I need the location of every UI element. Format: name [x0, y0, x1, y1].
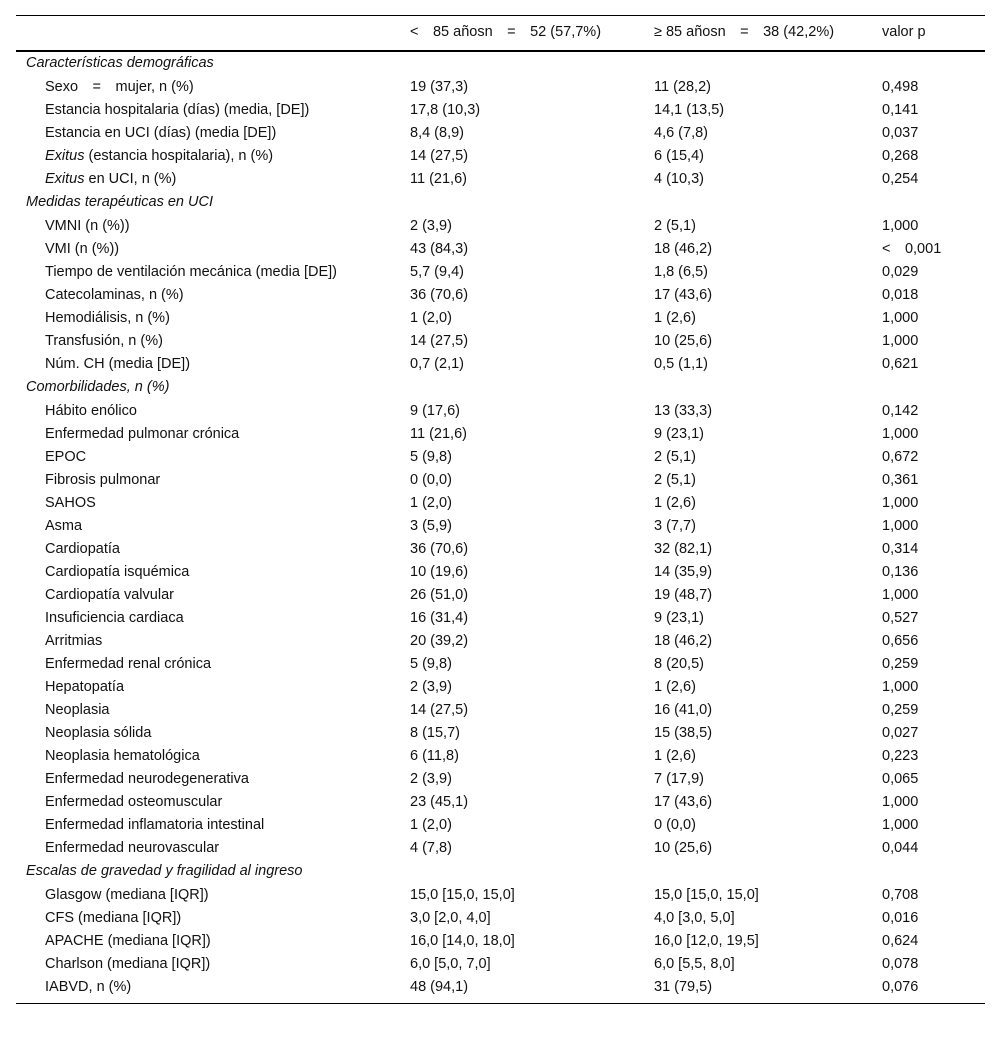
- p-value: 1,000: [882, 426, 919, 442]
- row-label: [16, 699, 400, 722]
- row-label: [16, 745, 400, 768]
- row-label: [16, 330, 400, 353]
- value-85-plus: 1 (2,6): [654, 679, 696, 695]
- value-under-85: 36 (70,6): [410, 287, 469, 303]
- value-under-85: 16 (31,4): [410, 610, 469, 626]
- table-row: [16, 284, 985, 307]
- header-under-85: < 85 añosn = 52 (57,7%): [410, 24, 602, 40]
- p-value: 0,314: [882, 541, 919, 557]
- value-85-plus: 1 (2,6): [654, 310, 696, 326]
- p-value: 0,044: [882, 840, 919, 856]
- value-under-85: 1 (2,0): [410, 310, 452, 326]
- row-label-text: Enfermedad pulmonar crónica: [45, 426, 240, 442]
- row-label-text: Estancia en UCI (días) (media [DE]): [45, 125, 277, 141]
- header-variable: [16, 16, 400, 52]
- p-value: 0,078: [882, 956, 919, 972]
- section-row: [16, 376, 985, 400]
- row-label-text: IABVD, n (%): [45, 979, 132, 995]
- value-85-plus: 14 (35,9): [654, 564, 713, 580]
- row-label: [16, 145, 400, 168]
- value-85-plus: 32 (82,1): [654, 541, 713, 557]
- value-85-plus: 17 (43,6): [654, 794, 713, 810]
- row-label-text: Enfermedad renal crónica: [45, 656, 212, 672]
- value-under-85: 5 (9,8): [410, 449, 452, 465]
- row-label-text: Hábito enólico: [45, 403, 137, 419]
- row-label: [16, 768, 400, 791]
- section-title: Características demográficas: [26, 55, 214, 71]
- p-value: 0,672: [882, 449, 919, 465]
- row-label: [16, 423, 400, 446]
- row-label: [16, 630, 400, 653]
- table-row: [16, 238, 985, 261]
- p-value: 0,254: [882, 171, 919, 187]
- value-85-plus: 1 (2,6): [654, 495, 696, 511]
- row-label: [16, 168, 400, 191]
- value-under-85: 5,7 (9,4): [410, 264, 464, 280]
- row-label: [16, 791, 400, 814]
- row-label: [16, 307, 400, 330]
- p-value: 0,141: [882, 102, 919, 118]
- row-label: [16, 976, 400, 1004]
- value-85-plus: 4,6 (7,8): [654, 125, 708, 141]
- row-label-text: Enfermedad inflamatoria intestinal: [45, 817, 265, 833]
- table-row: [16, 76, 985, 99]
- table-row: [16, 907, 985, 930]
- p-value: 1,000: [882, 679, 919, 695]
- value-85-plus: 16 (41,0): [654, 702, 713, 718]
- row-label-text: APACHE (mediana [IQR]): [45, 933, 211, 949]
- value-85-plus: 3 (7,7): [654, 518, 696, 534]
- table-row: [16, 561, 985, 584]
- table-row: [16, 469, 985, 492]
- value-85-plus: 0 (0,0): [654, 817, 696, 833]
- table-row: [16, 814, 985, 837]
- value-under-85: 6,0 [5,0, 7,0]: [410, 956, 491, 972]
- table-row: [16, 515, 985, 538]
- table-row: [16, 400, 985, 423]
- row-label-text: VMI (n (%)): [45, 241, 120, 257]
- row-label-text: Arritmias: [45, 633, 103, 649]
- p-value: 0,268: [882, 148, 919, 164]
- p-value: 0,223: [882, 748, 919, 764]
- value-85-plus: 14,1 (13,5): [654, 102, 725, 118]
- section-title: Escalas de gravedad y fragilidad al ingreso: [26, 863, 303, 879]
- row-label-text: Catecolaminas, n (%): [45, 287, 184, 303]
- value-under-85: 14 (27,5): [410, 702, 469, 718]
- row-label-text: Neoplasia: [45, 702, 110, 718]
- value-under-85: 3 (5,9): [410, 518, 452, 534]
- p-value: 1,000: [882, 817, 919, 833]
- value-85-plus: 7 (17,9): [654, 771, 704, 787]
- row-label-text: Estancia hospitalaria (días) (media, [DE]): [45, 102, 310, 118]
- row-label: [16, 676, 400, 699]
- p-value: 0,621: [882, 356, 919, 372]
- p-value: < 0,001: [882, 241, 942, 257]
- value-under-85: 14 (27,5): [410, 333, 469, 349]
- row-label: [16, 561, 400, 584]
- p-value: 0,136: [882, 564, 919, 580]
- table-row: [16, 446, 985, 469]
- table-row: [16, 423, 985, 446]
- value-under-85: 17,8 (10,3): [410, 102, 481, 118]
- table-row: [16, 837, 985, 860]
- table-row: [16, 353, 985, 376]
- value-85-plus: 2 (5,1): [654, 449, 696, 465]
- row-label: [16, 400, 400, 423]
- table-row: [16, 122, 985, 145]
- row-label: [16, 99, 400, 122]
- row-label: [16, 261, 400, 284]
- header-p-value: valor p: [882, 24, 926, 40]
- value-under-85: 8,4 (8,9): [410, 125, 464, 141]
- section-title: Medidas terapéuticas en UCI: [26, 194, 213, 210]
- p-value: 0,027: [882, 725, 919, 741]
- row-label: [16, 884, 400, 907]
- row-label-text: Glasgow (mediana [IQR]): [45, 887, 209, 903]
- row-label-text: Cardiopatía isquémica: [45, 564, 190, 580]
- row-label: [16, 837, 400, 860]
- section-row: [16, 51, 985, 76]
- value-under-85: 11 (21,6): [410, 171, 467, 187]
- p-value: 0,656: [882, 633, 919, 649]
- value-under-85: 2 (3,9): [410, 679, 452, 695]
- table-row: [16, 145, 985, 168]
- value-under-85: 2 (3,9): [410, 218, 452, 234]
- p-value: 1,000: [882, 218, 919, 234]
- row-label-text: VMNI (n (%)): [45, 218, 130, 234]
- data-table-container: [16, 15, 985, 1004]
- row-label: [16, 584, 400, 607]
- row-label-text: SAHOS: [45, 495, 96, 511]
- row-label: [16, 538, 400, 561]
- row-label-text: Hemodiálisis, n (%): [45, 310, 170, 326]
- p-value: 1,000: [882, 310, 919, 326]
- table-row: [16, 330, 985, 353]
- row-label: [16, 814, 400, 837]
- value-under-85: 36 (70,6): [410, 541, 469, 557]
- table-row: [16, 768, 985, 791]
- row-label-text: Charlson (mediana [IQR]): [45, 956, 211, 972]
- row-label: [16, 930, 400, 953]
- value-under-85: 9 (17,6): [410, 403, 460, 419]
- table-header: [16, 16, 985, 52]
- value-under-85: 1 (2,0): [410, 495, 452, 511]
- row-label: [16, 492, 400, 515]
- row-label-text: Sexo = mujer, n (%): [45, 79, 194, 95]
- p-value: 0,016: [882, 910, 919, 926]
- section-row: [16, 860, 985, 884]
- row-label: [16, 607, 400, 630]
- value-under-85: 20 (39,2): [410, 633, 469, 649]
- table-row: [16, 884, 985, 907]
- p-value: 0,065: [882, 771, 919, 787]
- table-row: [16, 607, 985, 630]
- p-value: 0,498: [882, 79, 919, 95]
- row-label-text: Insuficiencia cardiaca: [45, 610, 184, 626]
- table-row: [16, 722, 985, 745]
- row-label-text: Transfusión, n (%): [45, 333, 163, 349]
- row-label: [16, 122, 400, 145]
- row-label-text: en UCI, n (%): [84, 171, 177, 187]
- table-row: [16, 99, 985, 122]
- row-label: [16, 907, 400, 930]
- table-row: [16, 168, 985, 191]
- value-85-plus: 1,8 (6,5): [654, 264, 708, 280]
- table-row: [16, 492, 985, 515]
- p-value: 0,142: [882, 403, 919, 419]
- value-85-plus: 19 (48,7): [654, 587, 713, 603]
- row-label: [16, 515, 400, 538]
- value-85-plus: 6,0 [5,5, 8,0]: [654, 956, 735, 972]
- row-label: [16, 238, 400, 261]
- row-label-italic: Exitus: [45, 148, 85, 164]
- p-value: 0,708: [882, 887, 919, 903]
- row-label-text: CFS (mediana [IQR]): [45, 910, 182, 926]
- row-label-text: Enfermedad neurovascular: [45, 840, 220, 856]
- value-85-plus: 9 (23,1): [654, 426, 704, 442]
- value-85-plus: 2 (5,1): [654, 218, 696, 234]
- p-value: 1,000: [882, 495, 919, 511]
- value-85-plus: 4,0 [3,0, 5,0]: [654, 910, 735, 926]
- value-85-plus: 8 (20,5): [654, 656, 704, 672]
- table-row: [16, 538, 985, 561]
- value-85-plus: 6 (15,4): [654, 148, 704, 164]
- value-under-85: 15,0 [15,0, 15,0]: [410, 887, 515, 903]
- table-row: [16, 630, 985, 653]
- header-row: [16, 16, 985, 52]
- value-under-85: 0 (0,0): [410, 472, 452, 488]
- row-label: [16, 953, 400, 976]
- value-85-plus: 9 (23,1): [654, 610, 704, 626]
- value-under-85: 43 (84,3): [410, 241, 469, 257]
- table-row: [16, 584, 985, 607]
- table-row: [16, 953, 985, 976]
- value-85-plus: 4 (10,3): [654, 171, 704, 187]
- row-label-text: Asma: [45, 518, 83, 534]
- row-label: [16, 722, 400, 745]
- value-under-85: 23 (45,1): [410, 794, 469, 810]
- value-85-plus: 16,0 [12,0, 19,5]: [654, 933, 759, 949]
- value-85-plus: 10 (25,6): [654, 840, 713, 856]
- table-row: [16, 653, 985, 676]
- row-label-text: Neoplasia sólida: [45, 725, 152, 741]
- p-value: 1,000: [882, 518, 919, 534]
- table-row: [16, 699, 985, 722]
- p-value: 0,624: [882, 933, 919, 949]
- value-85-plus: 18 (46,2): [654, 241, 713, 257]
- p-value: 1,000: [882, 333, 919, 349]
- value-under-85: 6 (11,8): [410, 748, 459, 764]
- row-label: [16, 653, 400, 676]
- p-value: 0,259: [882, 702, 919, 718]
- value-under-85: 2 (3,9): [410, 771, 452, 787]
- row-label: [16, 284, 400, 307]
- value-85-plus: 15 (38,5): [654, 725, 713, 741]
- row-label: [16, 469, 400, 492]
- comparison-table: [16, 15, 985, 1004]
- value-85-plus: 11 (28,2): [654, 79, 711, 95]
- row-label-text: EPOC: [45, 449, 87, 465]
- value-85-plus: 1 (2,6): [654, 748, 696, 764]
- p-value: 0,018: [882, 287, 919, 303]
- header-85-plus: ≥ 85 añosn = 38 (42,2%): [654, 24, 835, 40]
- value-under-85: 19 (37,3): [410, 79, 469, 95]
- row-label: [16, 215, 400, 238]
- table-row: [16, 676, 985, 699]
- value-under-85: 8 (15,7): [410, 725, 460, 741]
- row-label-text: Enfermedad neurodegenerativa: [45, 771, 249, 787]
- row-label-text: Hepatopatía: [45, 679, 125, 695]
- row-label: [16, 446, 400, 469]
- table-row: [16, 307, 985, 330]
- value-85-plus: 2 (5,1): [654, 472, 696, 488]
- row-label-text: Cardiopatía: [45, 541, 120, 557]
- table-row: [16, 745, 985, 768]
- row-label-italic: Exitus: [45, 171, 85, 187]
- value-under-85: 16,0 [14,0, 18,0]: [410, 933, 515, 949]
- row-label: [16, 76, 400, 99]
- p-value: 0,037: [882, 125, 919, 141]
- value-under-85: 0,7 (2,1): [410, 356, 464, 372]
- value-under-85: 3,0 [2,0, 4,0]: [410, 910, 491, 926]
- value-under-85: 26 (51,0): [410, 587, 469, 603]
- value-85-plus: 10 (25,6): [654, 333, 713, 349]
- value-85-plus: 13 (33,3): [654, 403, 713, 419]
- value-under-85: 14 (27,5): [410, 148, 469, 164]
- table-body: [16, 51, 985, 1004]
- table-row: [16, 976, 985, 1004]
- p-value: 0,076: [882, 979, 919, 995]
- value-under-85: 10 (19,6): [410, 564, 469, 580]
- row-label-text: (estancia hospitalaria), n (%): [84, 148, 274, 164]
- value-85-plus: 18 (46,2): [654, 633, 713, 649]
- value-under-85: 4 (7,8): [410, 840, 452, 856]
- row-label-text: Cardiopatía valvular: [45, 587, 174, 603]
- value-under-85: 5 (9,8): [410, 656, 452, 672]
- value-under-85: 48 (94,1): [410, 979, 469, 995]
- p-value: 0,259: [882, 656, 919, 672]
- p-value: 0,527: [882, 610, 919, 626]
- p-value: 1,000: [882, 794, 919, 810]
- row-label-text: Neoplasia hematológica: [45, 748, 200, 764]
- table-row: [16, 791, 985, 814]
- section-title: Comorbilidades, n (%): [26, 379, 170, 395]
- table-row: [16, 930, 985, 953]
- value-85-plus: 15,0 [15,0, 15,0]: [654, 887, 759, 903]
- row-label-text: Núm. CH (media [DE]): [45, 356, 191, 372]
- p-value: 1,000: [882, 587, 919, 603]
- value-under-85: 1 (2,0): [410, 817, 452, 833]
- p-value: 0,029: [882, 264, 919, 280]
- p-value: 0,361: [882, 472, 919, 488]
- row-label-text: Enfermedad osteomuscular: [45, 794, 223, 810]
- row-label: [16, 353, 400, 376]
- row-label-text: Fibrosis pulmonar: [45, 472, 161, 488]
- value-85-plus: 31 (79,5): [654, 979, 713, 995]
- table-row: [16, 261, 985, 284]
- value-under-85: 11 (21,6): [410, 426, 467, 442]
- section-row: [16, 191, 985, 215]
- table-row: [16, 215, 985, 238]
- value-85-plus: 0,5 (1,1): [654, 356, 708, 372]
- row-label-text: Tiempo de ventilación mecánica (media [DE]): [45, 264, 338, 280]
- value-85-plus: 17 (43,6): [654, 287, 713, 303]
